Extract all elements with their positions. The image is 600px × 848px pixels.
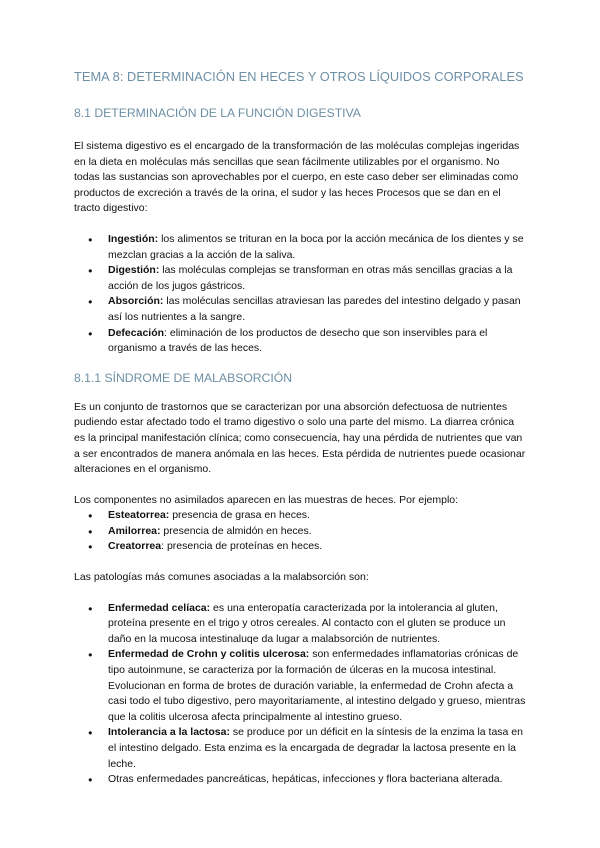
pathologies-intro: Las patologías más comunes asociadas a la malabsorción son: <box>74 571 369 584</box>
pathologies-list <box>74 601 526 788</box>
list-item: ● Absorción: las moléculas sencillas atraviesan las paredes del intestino delgado y pasan así los nutrientes a la sangre. <box>74 294 526 325</box>
list-item: ● Enfermedad de Crohn y colitis ulcerosa: son enfermedades inflamatorias crónicas de tipo autoinmune, se caracteriza por la formación de úlceras en la mucosa intestinal. Evolucionan en forma de brotes de duración variable, la enfermedad de Crohn afecta a casi todo el tubo digestivo, pero mayoritariamente, al intestino delgado y grueso, mientras que la colitis ulcerosa afecta principalmente al intestino grueso. <box>74 647 526 725</box>
processes-list <box>74 232 526 357</box>
list-item: ● Esteatorrea: presencia de grasa en heces. <box>74 508 526 524</box>
list-item: ● Amilorrea: presencia de almidón en heces. <box>74 524 526 540</box>
list-item: ● Digestión: las moléculas complejas se transforman en otras más sencillas gracias a la acción de los jugos gástricos. <box>74 263 526 294</box>
section-heading-digestive-function: 8.1 DETERMINACIÓN DE LA FUNCIÓN DIGESTIVA <box>74 106 361 120</box>
section1-intro-paragraph: El sistema digestivo es el encargado de la transformación de las moléculas complejas ingeridas en la dieta en moléculas más sencillas que sean fácilmente utilizables por el organismo. No todas las sustancias son aprovechables por el cuerpo, en este caso deber ser eliminadas como productos de excreción a través de la orina, el sudor y las heces Procesos que se dan en el tracto digestivo: <box>74 140 520 215</box>
document-title: TEMA 8: DETERMINACIÓN EN HECES Y OTROS LÍQUIDOS CORPORALES <box>74 69 524 84</box>
components-intro: Los componentes no asimilados aparecen en las muestras de heces. Por ejemplo: <box>74 493 459 506</box>
list-item: ● Enfermedad celíaca: es una enteropatía caracterizada por la intolerancia al gluten, proteína presente en el trigo y otros cereales. Al contacto con el gluten se produce un daño en la mucosa intestinaluqe da lugar a malabsorción de nutrientes. <box>74 601 526 648</box>
list-item: ● Creatorrea: presencia de proteínas en heces. <box>74 539 526 555</box>
list-item: ● Ingestión: los alimentos se trituran en la boca por la acción mecánica de los dientes y se mezclan gracias a la acción de la saliva. <box>74 232 526 263</box>
list-item: ● Intolerancia a la lactosa: se produce por un déficit en la síntesis de la enzima la tasa en el intestino delgado. Esta enzima es la encargada de degradar la lactosa presente en la leche. <box>74 725 526 772</box>
section2-intro-paragraph: Es un conjunto de trastornos que se caracterizan por una absorción defectuosa de nutrientes pudiendo estar afectado todo el tramo digestivo o solo una parte del mismo. La diarrea crónica es la principal manifestación clínica; como consecuencia, hay una pérdida de nutrientes que van a ser encontrados de manera anómala en las heces. Esta pérdida de nutrientes puede ocasionar alteraciones en el organismo. <box>74 400 526 476</box>
components-list <box>74 508 526 555</box>
list-item: ● Defecación: eliminación de los productos de desecho que son inservibles para el organismo a través de las heces. <box>74 326 526 357</box>
section-heading-malabsorption: 8.1.1 SÍNDROME DE MALABSORCIÓN <box>74 370 293 385</box>
list-item: ● Otras enfermedades pancreáticas, hepáticas, infecciones y flora bacteriana alterada. <box>74 772 526 788</box>
